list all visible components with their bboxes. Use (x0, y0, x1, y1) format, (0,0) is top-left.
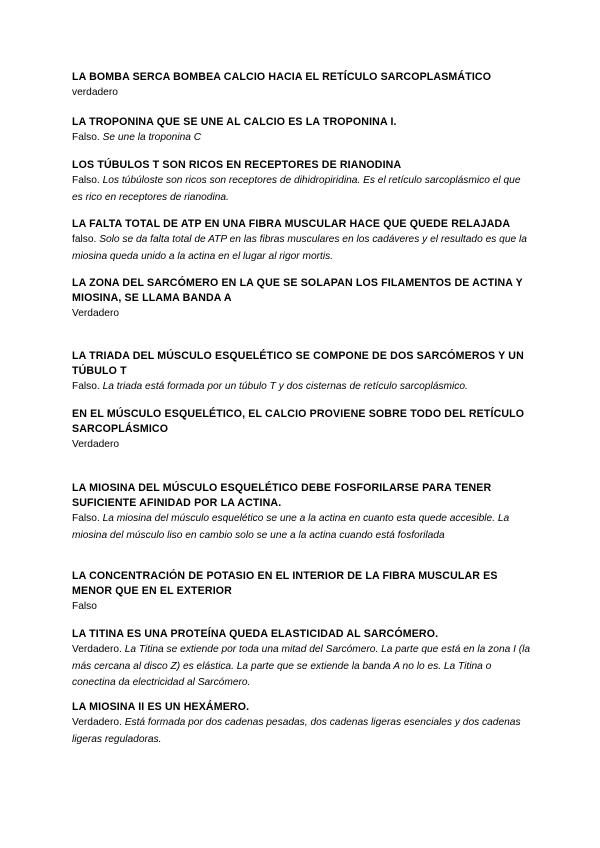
answer-text (72, 173, 532, 206)
answer-text (72, 85, 532, 102)
question-text: LA FALTA TOTAL DE ATP EN UNA FIBRA MUSCULAR HACE QUE QUEDE RELAJADA (72, 218, 511, 230)
answer-verdict: falso. (72, 234, 100, 245)
question-text: LA CONCENTRACIÓN DE POTASIO EN EL INTERIOR DE LA FIBRA MUSCULAR ES MENOR QUE EN EL EXTERIOR (72, 570, 498, 597)
qa-item (72, 407, 532, 454)
answer-text (72, 306, 532, 323)
qa-item (72, 70, 532, 102)
answer-text (72, 642, 532, 692)
question-text: EN EL MÚSCULO ESQUELÉTICO, EL CALCIO PROVIENE SOBRE TODO DEL RETÍCULO SARCOPLÁSMICO (72, 408, 525, 435)
answer-text (72, 130, 532, 147)
answer-text (72, 511, 532, 544)
answer-verdict: Falso. (72, 513, 103, 524)
answer-text (72, 599, 532, 616)
answer-explanation: Está formada por dos cadenas pesadas, dos cadenas ligeras esenciales y dos cadenas ligeras reguladoras. (72, 717, 521, 745)
answer-explanation: Solo se da falta total de ATP en las fibras musculares en los cadáveres y el resultado es que la miosina queda unido a la actina en el lugar al rigor mortis. (72, 234, 527, 262)
answer-verdict: Verdadero (72, 308, 120, 319)
qa-item (72, 158, 532, 206)
answer-explanation: Se une la troponina C (102, 132, 202, 143)
qa-item (72, 481, 532, 544)
question-text: LA BOMBA SERCA BOMBEA CALCIO HACIA EL RETÍCULO SARCOPLASMÁTICO (72, 71, 492, 83)
answer-verdict: Falso. (72, 175, 103, 186)
answer-explanation: La Titina se extiende por toda una mitad del Sarcómero. La parte que está en la zona I (la más cercana al disco Z) es elástica. La parte que se extiende la banda A no lo es. La Titina o conectina da electricidad al Sarcómero. (72, 644, 531, 688)
question-text: LA MIOSINA II ES UN HEXÁMERO. (72, 701, 250, 713)
question-text: LA MIOSINA DEL MÚSCULO ESQUELÉTICO DEBE FOSFORILARSE PARA TENER SUFICIENTE AFINIDAD POR LA ACTINA. (72, 482, 492, 509)
qa-item (72, 569, 532, 616)
qa-item (72, 276, 532, 323)
question-text: LA ZONA DEL SARCÓMERO EN LA QUE SE SOLAPAN LOS FILAMENTOS DE ACTINA Y MIOSINA, SE LLAMA BANDA A (72, 277, 523, 304)
question-text: LOS TÚBULOS T SON RICOS EN RECEPTORES DE RIANODINA (72, 159, 402, 171)
qa-item (72, 349, 532, 396)
answer-verdict: Verdadero. (72, 717, 125, 728)
answer-verdict: Falso. (72, 381, 103, 392)
qa-item (72, 700, 532, 748)
answer-explanation: La miosina del músculo esquelético se une a la actina en cuanto esta quede accesible. La miosina del músculo liso en cambio solo se une a la actina cuando está fosforilada (72, 513, 510, 541)
question-text: LA TROPONINA QUE SE UNE AL CALCIO ES LA TROPONINA I. (72, 116, 397, 128)
answer-verdict: Falso. (72, 132, 103, 143)
answer-verdict: Verdadero. (72, 644, 125, 655)
answer-explanation: La triada está formada por un túbulo T y dos cisternas de retículo sarcoplásmico. (102, 381, 468, 392)
answer-explanation: Los túbúloste son ricos son receptores de dihidropiridina. Es el retículo sarcoplásmico el que es rico en receptores de rianodina. (72, 175, 521, 203)
answer-verdict: Verdadero (72, 439, 120, 450)
answer-text (72, 379, 532, 396)
qa-item (72, 627, 532, 692)
answer-verdict: verdadero (72, 87, 118, 98)
question-text: LA TITINA ES UNA PROTEÍNA QUEDA ELASTICIDAD AL SARCÓMERO. (72, 628, 439, 640)
answer-verdict: Falso (72, 601, 97, 612)
question-text: LA TRIADA DEL MÚSCULO ESQUELÉTICO SE COMPONE DE DOS SARCÓMEROS Y UN TÚBULO T (72, 350, 524, 377)
answer-text (72, 715, 532, 748)
qa-item (72, 217, 532, 265)
qa-item (72, 115, 532, 147)
answer-text (72, 232, 532, 265)
answer-text (72, 437, 532, 454)
